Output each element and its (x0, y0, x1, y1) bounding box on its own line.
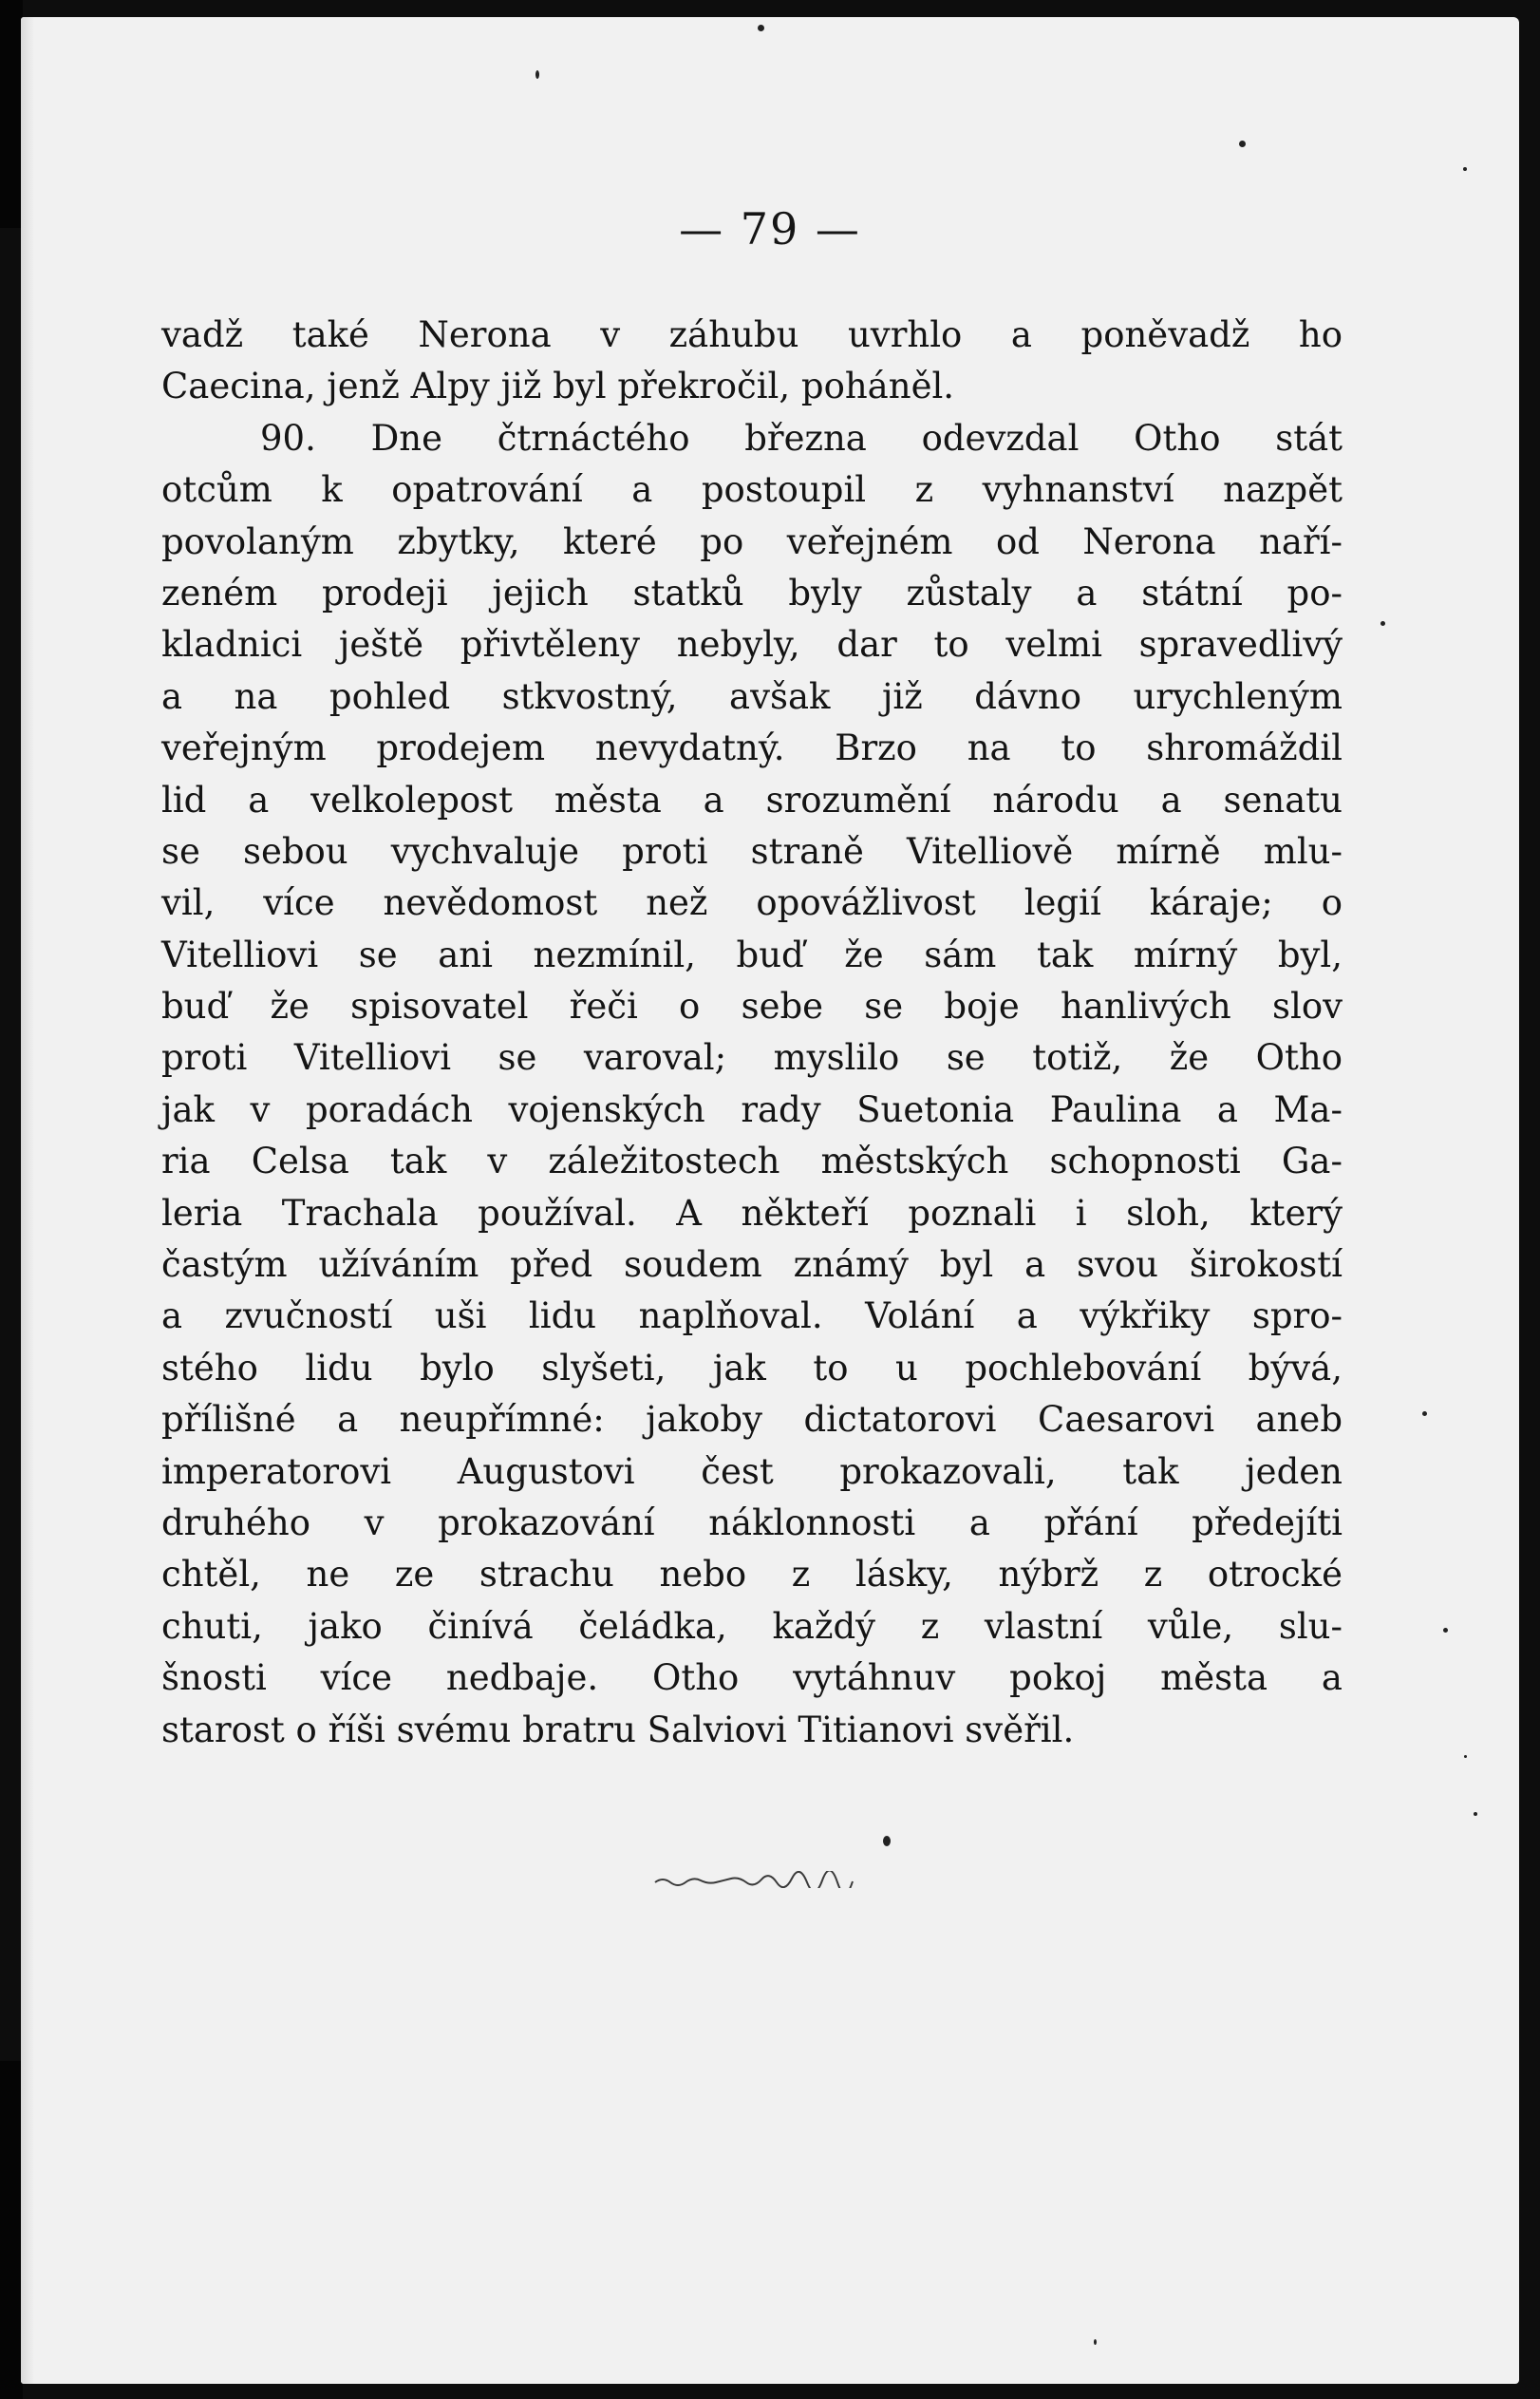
text-line: Caecina, jenž Alpy již byl překročil, poháněl. (161, 366, 955, 407)
speck (758, 25, 764, 31)
ornament-divider (653, 1871, 855, 1888)
text-line: stého lidu bylo slyšeti, jak to u pochlebování bývá, (161, 1347, 1343, 1388)
speck (1443, 1628, 1448, 1633)
text-line: starost o říši svému bratru Salviovi Titianovi svěřil. (161, 1709, 1075, 1750)
scan-edge-upper (0, 0, 23, 228)
text-line: kladnici ještě přivtěleny nebyly, dar to velmi spravedlivý (161, 624, 1343, 666)
text-line: jak v poradách vojenských rady Suetonia Paulina a Ma- (161, 1088, 1343, 1130)
text-line: lid a velkolepost města a srozumění národu a senatu (161, 779, 1343, 821)
scan-edge-lower (0, 2061, 23, 2399)
body-text (161, 310, 1343, 1756)
speck (1380, 621, 1385, 626)
speck (883, 1836, 891, 1846)
speck (1464, 1755, 1467, 1758)
text-line: přílišné a neupřímné: jakoby dictatorovi Caesarovi aneb (161, 1399, 1343, 1441)
speck (1463, 167, 1467, 171)
text-line: vadž také Nerona v záhubu uvrhlo a poněvadž ho (161, 314, 1343, 355)
text-line: častým užíváním před soudem známý byl a svou širokostí (161, 1244, 1343, 1286)
text-line: imperatorovi Augustovi čest prokazovali, tak jeden (161, 1450, 1343, 1492)
text-line: leria Trachala používal. A někteří poznali i sloh, který (161, 1192, 1343, 1234)
text-line: a zvučností uši lidu naplňoval. Volání a výkřiky spro- (161, 1295, 1343, 1337)
text-line: šnosti více nedbaje. Otho vytáhnuv pokoj města a (161, 1657, 1343, 1699)
text-line: povolaným zbytky, které po veřejném od Nerona naří- (161, 520, 1343, 562)
speck (1474, 1812, 1477, 1816)
text-line: buď že spisovatel řeči o sebe se boje hanlivých slov (161, 986, 1343, 1028)
page-number: — 79 — (679, 203, 861, 255)
text-line: a na pohled stkvostný, avšak již dávno urychleným (161, 675, 1343, 717)
text-line: Vitelliovi se ani nezmínil, buď že sám tak mírný byl, (161, 934, 1343, 975)
book-page (21, 17, 1519, 2384)
text-line: proti Vitelliovi se varoval; myslilo se totiž, že Otho (161, 1037, 1343, 1079)
speck (1422, 1411, 1427, 1416)
text-line: chtěl, ne ze strachu nebo z lásky, nýbrž z otrocké (161, 1554, 1343, 1596)
text-line: chuti, jako činívá čeládka, každý z vlastní vůle, slu- (161, 1605, 1343, 1647)
text-line: otcům k opatrování a postoupil z vyhnanství nazpět (161, 469, 1343, 511)
speck (1239, 141, 1246, 147)
text-line: se sebou vychvaluje proti straně Vitelliově mírně mlu- (161, 830, 1343, 872)
speck (535, 70, 539, 79)
text-line: 90. Dne čtrnáctého března odevzdal Otho stát (260, 417, 1343, 459)
speck (1094, 2339, 1097, 2345)
text-line: veřejným prodejem nevydatný. Brzo na to shromáždil (161, 727, 1343, 769)
text-line: zeném prodeji jejich statků byly zůstaly a státní po- (161, 572, 1343, 614)
text-line: vil, více nevědomost než opovážlivost legií káraje; o (161, 882, 1343, 924)
text-line: druhého v prokazování náklonnosti a přání předejíti (161, 1502, 1343, 1543)
text-line: ria Celsa tak v záležitostech městských schopnosti Ga- (161, 1141, 1343, 1182)
